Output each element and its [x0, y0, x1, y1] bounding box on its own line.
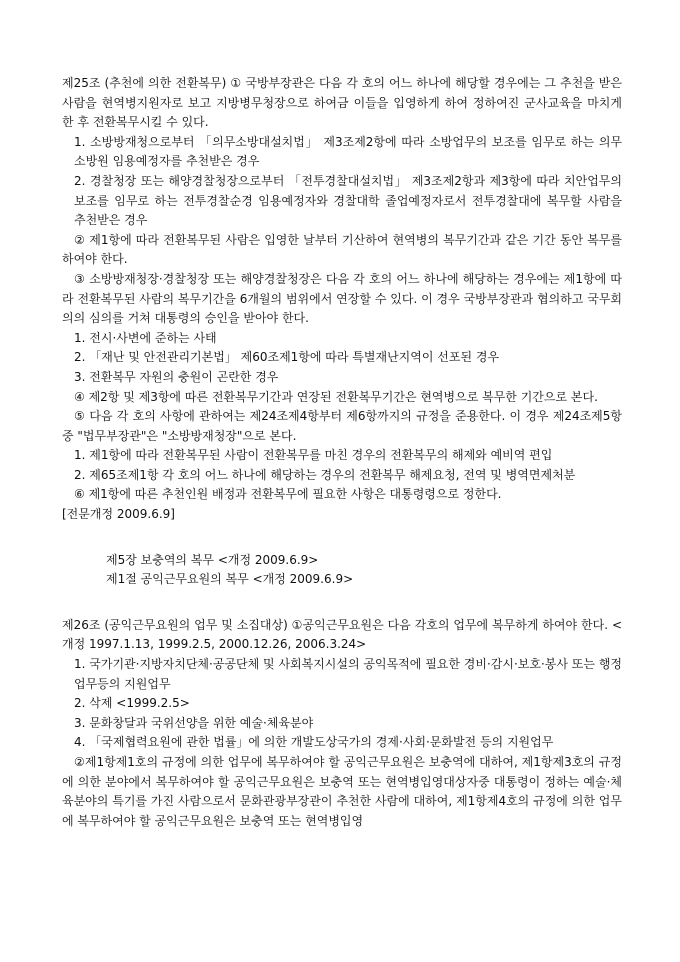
- article26-item-3: 3. 문화창달과 국위선양을 위한 예술·체육분야: [74, 715, 314, 730]
- document-page: [62, 74, 622, 831]
- article25-para5-item-2: 2. 제65조제1항 각 호의 어느 하나에 해당하는 경우의 전환복무 해제요청, 전역 및 병역면제처분: [74, 467, 576, 482]
- article25-para-6: ⑥ 제1항에 따른 추천인원 배정과 전환복무에 필요한 사항은 대통령령으로 정한다.: [74, 487, 502, 502]
- article25-para-5: ⑤ 다음 각 호의 사항에 관하여는 제24조제4항부터 제6항까지의 규정을 준용한다. 이 경우 제24조제5항 중 "법무부장관"은 "소방방재청장"으로 본다.: [62, 409, 622, 443]
- revision-note: [전문개정 2009.6.9]: [62, 507, 175, 522]
- article25-title: 제25조 (추천에 의한 전환복무) ① 국방부장관은 다음 각 호의 어느 하나에 해당할 경우에는 그 추천을 받은 사람을 현역병지원자로 보고 지방병무청장으로 하여금 이들을 입영하게 하여 정하여진 군사교육을 마치게 한 후 전환복무시킬 수 있다.: [62, 76, 622, 130]
- article25-para3-item-1: 1. 전시·사변에 준하는 사태: [74, 330, 217, 345]
- article25-para3-item-3: 3. 전환복무 자원의 충원이 곤란한 경우: [74, 369, 279, 384]
- article26-title: 제26조 (공익근무요원의 업무 및 소집대상) ①공익근무요원은 다음 각호의 업무에 복무하게 하여야 한다. <개정 1997.1.13, 1999.2.5, 2000.12.26, 2006.3.24>: [62, 617, 622, 652]
- section-heading: 제1절 공익근무요원의 복무 <개정 2009.6.9>: [106, 572, 354, 587]
- article25-para-3: ③ 소방방재청장·경찰청장 또는 해양경찰청장은 다음 각 호의 어느 하나에 해당하는 경우에는 제1항에 따라 전환복무된 사람의 복무기간을 6개월의 범위에서 연장할 수 있다. 이 경우 국방부장관과 협의하고 국무회의의 심의를 거쳐 대통령의 승인을 받아야 한다.: [62, 271, 622, 326]
- article26-item-1: 1. 국가기관·지방자치단체·공공단체 및 사회복지시설의 공익목적에 필요한 경비·감시·보호·봉사 또는 행정업무등의 지원업무: [74, 657, 622, 691]
- chapter-heading: 제5장 보충역의 복무 <개정 2009.6.9>: [106, 552, 319, 567]
- article25-para5-item-1: 1. 제1항에 따라 전환복무된 사람이 전환복무를 마친 경우의 전환복무의 해제와 예비역 편입: [74, 448, 553, 463]
- article25-item-2: 2. 경찰청장 또는 해양경찰청장으로부터 「전투경찰대설치법」 제3조제2항과 제3항에 따라 치안업무의 보조를 임무로 하는 전투경찰순경 임용예정자와 경찰대학 졸업예정자로서 전투경찰대에 복무할 사람을 추천받은 경우: [74, 173, 622, 228]
- article25-para3-item-2: 2. 「재난 및 안전관리기본법」 제60조제1항에 따라 특별재난지역이 선포된 경우: [74, 350, 500, 365]
- spacer: [62, 590, 622, 616]
- spacer: [62, 525, 622, 551]
- article25-item-1: 1. 소방방재청으로부터 「의무소방대설치법」 제3조제2항에 따라 소방업무의 보조를 임무로 하는 의무소방원 임용예정자를 추천받은 경우: [74, 134, 622, 169]
- article26-item-2: 2. 삭제 <1999.2.5>: [74, 696, 190, 711]
- article25-para-4: ④ 제2항 및 제3항에 따른 전환복무기간과 연장된 전환복무기간은 현역병으로 복무한 기간으로 본다.: [74, 389, 598, 404]
- article25-para-2: ② 제1항에 따라 전환복무된 사람은 입영한 날부터 기산하여 현역병의 복무기간과 같은 기간 동안 복무를 하여야 한다.: [62, 232, 622, 267]
- article26-para-2: ②제1항제1호의 규정에 의한 업무에 복무하여야 할 공익근무요원은 보충역에 대하여, 제1항제3호의 규정에 의한 분야에서 복무하여야 할 공익근무요원은 보충역 또는 현역병입영대상자중 대통령이 정하는 예술·체육분야의 특기를 가진 사람으로서 문화관광부장관이 추천한 사람에 대하여, 제1항제4호의 규정에 의한 업무에 복무하여야 할 공익근무요원은 보충역 또는 현역병입영: [62, 755, 622, 828]
- article26-item-4: 4. 「국제협력요원에 관한 법률」에 의한 개발도상국가의 경제·사회·문화발전 등의 지원업무: [74, 735, 554, 750]
